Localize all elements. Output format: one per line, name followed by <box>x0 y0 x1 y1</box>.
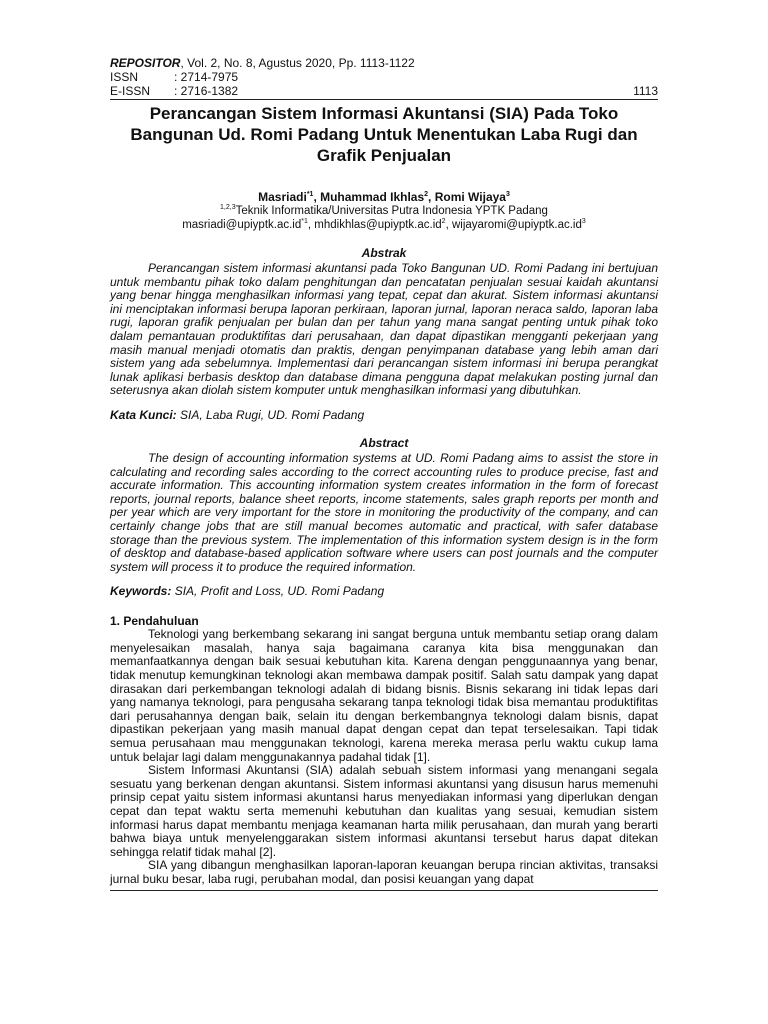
affiliation <box>110 204 658 218</box>
email: , mhdikhlas@upiyptk.ac.id <box>307 219 442 231</box>
page-number: 1113 <box>633 84 658 98</box>
author-sup: 2 <box>424 191 429 198</box>
footer-rule <box>110 890 658 891</box>
paper-page <box>110 56 658 891</box>
body-paragraph: Sistem Informasi Akuntansi (SIA) adalah sebuah sistem informasi yang menangani segala sesuatu yang berkenan dengan akuntansi. Sistem informasi akuntansi yang disusun harus memenuhi prinsip cepat yaitu sistem informasi akuntansi harus menyediakan informasi yang diperlukan dengan cepat dan tepat waktu serta memenuhi kebutuhan dan kualitas yang sesuai, kemudian sistem informasi harus dapat membantu menjaga keamanan harta milik perusahaan, dan murah yang berarti bahwa biaya untuk menyelenggarakan sistem informasi akuntansi tersebut harus dapat ditekan sehingga relatif tidak mahal [2]. <box>110 763 658 859</box>
author-sup: 3 <box>505 191 510 198</box>
kata-kunci <box>110 408 658 422</box>
author-sup: *1 <box>306 191 314 198</box>
journal-header <box>110 56 658 100</box>
issn-value: : 2714-7975 <box>174 70 239 84</box>
abstrak-heading: Abstrak <box>361 246 407 260</box>
issn-row <box>110 70 658 84</box>
email: , wijayaromi@upiyptk.ac.id <box>445 219 582 231</box>
paper-title: Perancangan Sistem Informasi Akuntansi (SIA) Pada Toko Bangunan Ud. Romi Padang Untuk Menentukan Laba Rugi dan Grafik Penjualan <box>130 104 638 165</box>
email: masriadi@upiyptk.ac.id <box>182 219 302 231</box>
affiliation-text: Teknik Informatika/Universitas Putra Indonesia YPTK Padang <box>235 205 548 217</box>
keywords-value: SIA, Profit and Loss, UD. Romi Padang <box>171 584 385 599</box>
email-sup: 2 <box>441 218 446 226</box>
journal-citation <box>110 56 658 70</box>
kata-kunci-value: SIA, Laba Rugi, UD. Romi Padang <box>176 407 365 422</box>
keywords <box>110 584 658 598</box>
abstrak-body: Perancangan sistem informasi akuntansi pada Toko Bangunan UD. Romi Padang ini bertujuan untuk membantu pihak toko dalam penghitungan dan pencatatan penjualan sesuai kaidah akuntansi yang benar hingga menghasilkan informasi yang tepat, cepat dan akurat. Sistem informasi akuntansi ini menciptakan informasi berupa laporan perkiraan, laporan jurnal, laporan neraca saldo, laporan laba rugi, laporan grafik penjualan per bulan dan per tahun yang mana sangat penting untuk pihak toko dalam pemantauan produktifitas dari perusahaan, dan dapat dipastikan mengganti pekerjaan yang masih manual menjadi otomatis dan praktis, dengan penyimpanan database yang lebih aman dari sistem yang ada sebelumnya. Implementasi dari perancangan sistem informasi ini berupa perangkat lunak aplikasi berbasis desktop dan database dimana pengguna dapat melakukan posting jurnal dan seterusnya akan diolah sistem komputer untuk menghasilkan informasi yang dibutuhkan. <box>110 261 658 398</box>
affiliation-sup: 1,2,3 <box>220 204 236 212</box>
email-sup: *1 <box>301 218 308 226</box>
body-paragraph: Teknologi yang berkembang sekarang ini sangat berguna untuk membantu setiap orang dalam menyelesaikan masalah, hanya saja bagaimana caranya kita bisa menggunakan dan memanfaatkannya dengan baik sesuai kebutuhan kita. Karena dengan penggunaannya yang benar, tidak menutup kemungkinan teknologi akan membawa dampak positif. Salah satu dampak yang dapat dirasakan dari perkembangan teknologi adalah di bidang bisnis. Bisnis sekarang ini tidak lepas dari yang namanya teknologi, para pengusaha sekarang tanpa teknologi tidak bisa memantau produktifitas dari perusahannya dengan baik, selain itu dengan berkembangnya teknologi dalam bisnis, dapat dipastikan pekerjaan yang masih manual dapat dengan cepat dan tepat terselesaikan. Tapi tidak semua perusahaan mau menggunakan teknologi, karena mereka merasa perlu waktu cukup lama untuk belajar lagi dalam menggunakannya padahal tidak [1]. <box>110 627 658 764</box>
section-heading: 1. Pendahuluan <box>110 614 199 629</box>
author-name: , Romi Wijaya <box>428 190 506 204</box>
issn-label: ISSN <box>110 70 139 84</box>
author-name: Masriadi <box>258 190 307 204</box>
body-paragraph: SIA yang dibangun menghasilkan laporan-laporan keuangan berupa rincian aktivitas, transaksi jurnal buku besar, laba rugi, perubahan modal, dan posisi keuangan yang dapat <box>110 858 658 886</box>
author-name: , Muhammad Ikhlas <box>313 190 425 204</box>
email-sup: 3 <box>581 218 586 226</box>
eissn-value: : 2716-1382 <box>174 84 239 98</box>
eissn-label: E-ISSN <box>110 84 151 98</box>
abstract-heading: Abstract <box>359 435 409 450</box>
abstract-body: The design of accounting information systems at UD. Romi Padang aims to assist the store in calculating and recording sales according to the correct accounting rules to produce precise, fast and accurate information. This accounting information system creates information in the form of forecast reports, journal reports, balance sheet reports, income statements, sales graph reports per month and per year which are very important for the store in monitoring the productivity of the company, and can certainly change jobs that are still manual becomes automatic and practical, with safer database storage than the previous system. The implementation of this information system design is in the form of desktop and database-based application software where users can post journals and the computer system will process it to produce the required information. <box>110 450 658 574</box>
keywords-label: Keywords: <box>110 584 172 599</box>
journal-name: REPOSITOR <box>110 56 181 70</box>
author-emails <box>110 218 658 232</box>
eissn-row <box>110 84 658 100</box>
volume-info: , Vol. 2, No. 8, Agustus 2020, Pp. 1113-1122 <box>180 56 415 70</box>
kata-kunci-label: Kata Kunci: <box>110 407 177 422</box>
author-list <box>110 190 658 204</box>
